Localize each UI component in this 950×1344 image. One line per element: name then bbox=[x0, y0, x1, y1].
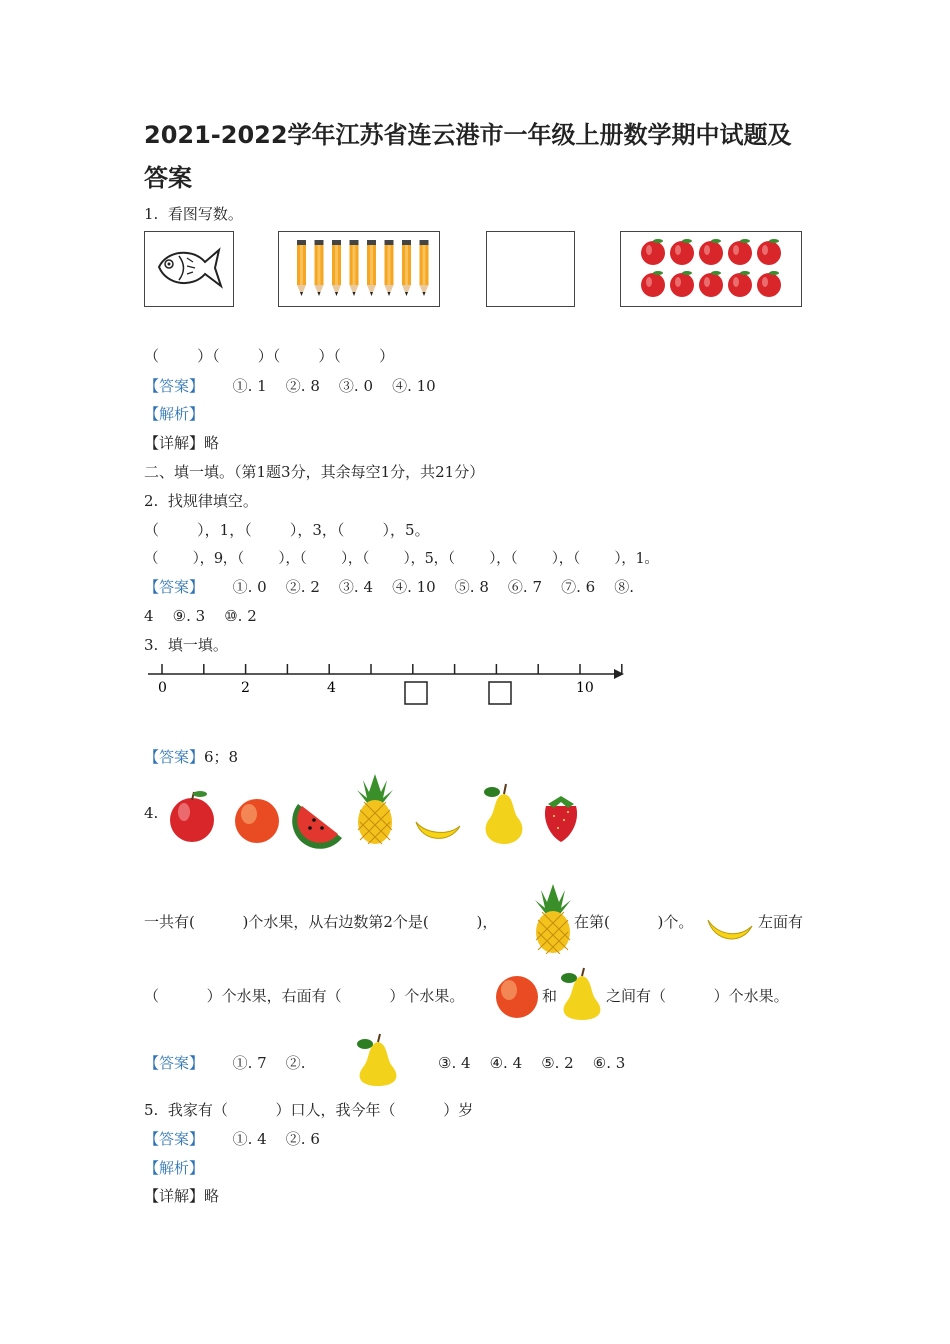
q1-answer-text: ①. 1 ②. 8 ③. 0 ④. 10 bbox=[232, 377, 436, 395]
pencil-icon bbox=[402, 240, 411, 296]
tick-label: 2 bbox=[241, 680, 250, 696]
pencil-icon bbox=[297, 240, 306, 296]
tick-label: 0 bbox=[158, 680, 167, 696]
number-line bbox=[144, 660, 634, 710]
q1-blanks: （ ）（ ）（ ）（ ） bbox=[144, 347, 395, 365]
pencil-icon bbox=[350, 240, 359, 296]
apple-icon bbox=[641, 239, 665, 265]
pencil-icon bbox=[332, 240, 341, 296]
pear-icon bbox=[352, 1032, 400, 1088]
peach-icon bbox=[235, 799, 279, 843]
fruit-row bbox=[164, 770, 594, 850]
q3-prompt: 3. 填一填。 bbox=[144, 636, 228, 654]
q5-answer-text: ①. 4 ②. 6 bbox=[232, 1130, 320, 1148]
q4-text1: 一共有( )个水果，从右边数第2个是( )， bbox=[144, 913, 498, 931]
page-title: 2021-2022学年江苏省连云港市一年级上册数学期中试题及答案 bbox=[144, 121, 792, 192]
pineapple-icon bbox=[357, 774, 393, 844]
q1-analysis-tag: 【解析】 bbox=[144, 405, 205, 423]
q4-text1c: 左面有 bbox=[758, 913, 804, 931]
section-2-heading: 二、填一填。（第1题3分，其余每空1分，共21分） bbox=[144, 463, 485, 481]
q2-line2: （ ），9，（ ），（ ），（ ），5，（ ），（ ），（ ），1。 bbox=[144, 551, 659, 567]
banana-icon bbox=[416, 822, 460, 838]
answer-tag: 【答案】 bbox=[144, 578, 205, 596]
q2-answer-cont: 4 ⑨. 3 ⑩. 2 bbox=[144, 607, 257, 625]
q4-text2: （ ）个水果，右面有（ ）个水果。 bbox=[144, 987, 465, 1005]
answer-tag: 【答案】 bbox=[144, 748, 205, 766]
q5-detail: 【详解】略 bbox=[144, 1187, 220, 1205]
q4-text1b: 在第( )个。 bbox=[574, 913, 694, 931]
apple-icon bbox=[728, 239, 752, 265]
pineapple-icon bbox=[532, 882, 574, 954]
banana-icon bbox=[706, 912, 754, 952]
q2-answer bbox=[144, 577, 634, 597]
fish-icon bbox=[145, 232, 233, 306]
strawberry-icon bbox=[545, 796, 577, 842]
pencils-picture-box bbox=[278, 231, 440, 307]
pencils-icon bbox=[279, 232, 439, 306]
answer-box[interactable] bbox=[405, 682, 427, 704]
q5-analysis-tag: 【解析】 bbox=[144, 1159, 205, 1177]
answer-tag: 【答案】 bbox=[144, 1130, 205, 1148]
answer-tag: 【答案】 bbox=[144, 377, 205, 395]
q4-number: 4. bbox=[144, 804, 159, 822]
fish-picture-box bbox=[144, 231, 234, 307]
q4-answer bbox=[144, 1053, 306, 1073]
apple-icon bbox=[170, 791, 214, 842]
q5-prompt: 5. 我家有（ ）口人，我今年（ ）岁 bbox=[144, 1101, 474, 1119]
apple-icon bbox=[670, 239, 694, 265]
apples-picture-box bbox=[620, 231, 802, 307]
q4-text2c: 之间有（ ）个水果。 bbox=[606, 987, 789, 1005]
q3-answer-text: 6；8 bbox=[204, 748, 239, 766]
tick-label: 10 bbox=[576, 680, 594, 696]
watermelon-icon bbox=[292, 804, 342, 849]
apple-icon bbox=[670, 271, 694, 297]
pencil-icon bbox=[315, 240, 324, 296]
apple-icon bbox=[728, 271, 752, 297]
q2-line1: （ ），1，（ ），3，（ ），5。 bbox=[144, 521, 430, 539]
pear-icon bbox=[484, 784, 522, 844]
apple-icon bbox=[699, 239, 723, 265]
pencil-icon bbox=[367, 240, 376, 296]
apples-icon bbox=[621, 232, 801, 306]
q4-answer-text: ①. 7 ②. bbox=[232, 1054, 306, 1072]
q4-text2b: 和 bbox=[542, 987, 558, 1005]
q5-answer bbox=[144, 1129, 320, 1149]
q1-answer bbox=[144, 376, 436, 396]
empty-picture-box bbox=[486, 231, 575, 307]
pencil-icon bbox=[420, 240, 429, 296]
q2-prompt: 2. 找规律填空。 bbox=[144, 492, 258, 510]
q1-prompt: 1. 看图写数。 bbox=[144, 205, 243, 223]
q3-answer bbox=[144, 747, 238, 767]
apple-icon bbox=[641, 271, 665, 297]
pear-icon bbox=[558, 966, 604, 1022]
q1-detail: 【详解】略 bbox=[144, 434, 220, 452]
q4-answer-text2: ③. 4 ④. 4 ⑤. 2 ⑥. 3 bbox=[438, 1054, 626, 1072]
q2-answer-text: ①. 0 ②. 2 ③. 4 ④. 10 ⑤. 8 ⑥. 7 ⑦. 6 ⑧. bbox=[232, 578, 635, 596]
apple-icon bbox=[699, 271, 723, 297]
peach-icon bbox=[494, 972, 540, 1020]
tick-label: 4 bbox=[327, 680, 336, 696]
apple-icon bbox=[757, 239, 781, 265]
answer-box[interactable] bbox=[489, 682, 511, 704]
apple-icon bbox=[757, 271, 781, 297]
answer-tag: 【答案】 bbox=[144, 1054, 205, 1072]
pencil-icon bbox=[385, 240, 394, 296]
